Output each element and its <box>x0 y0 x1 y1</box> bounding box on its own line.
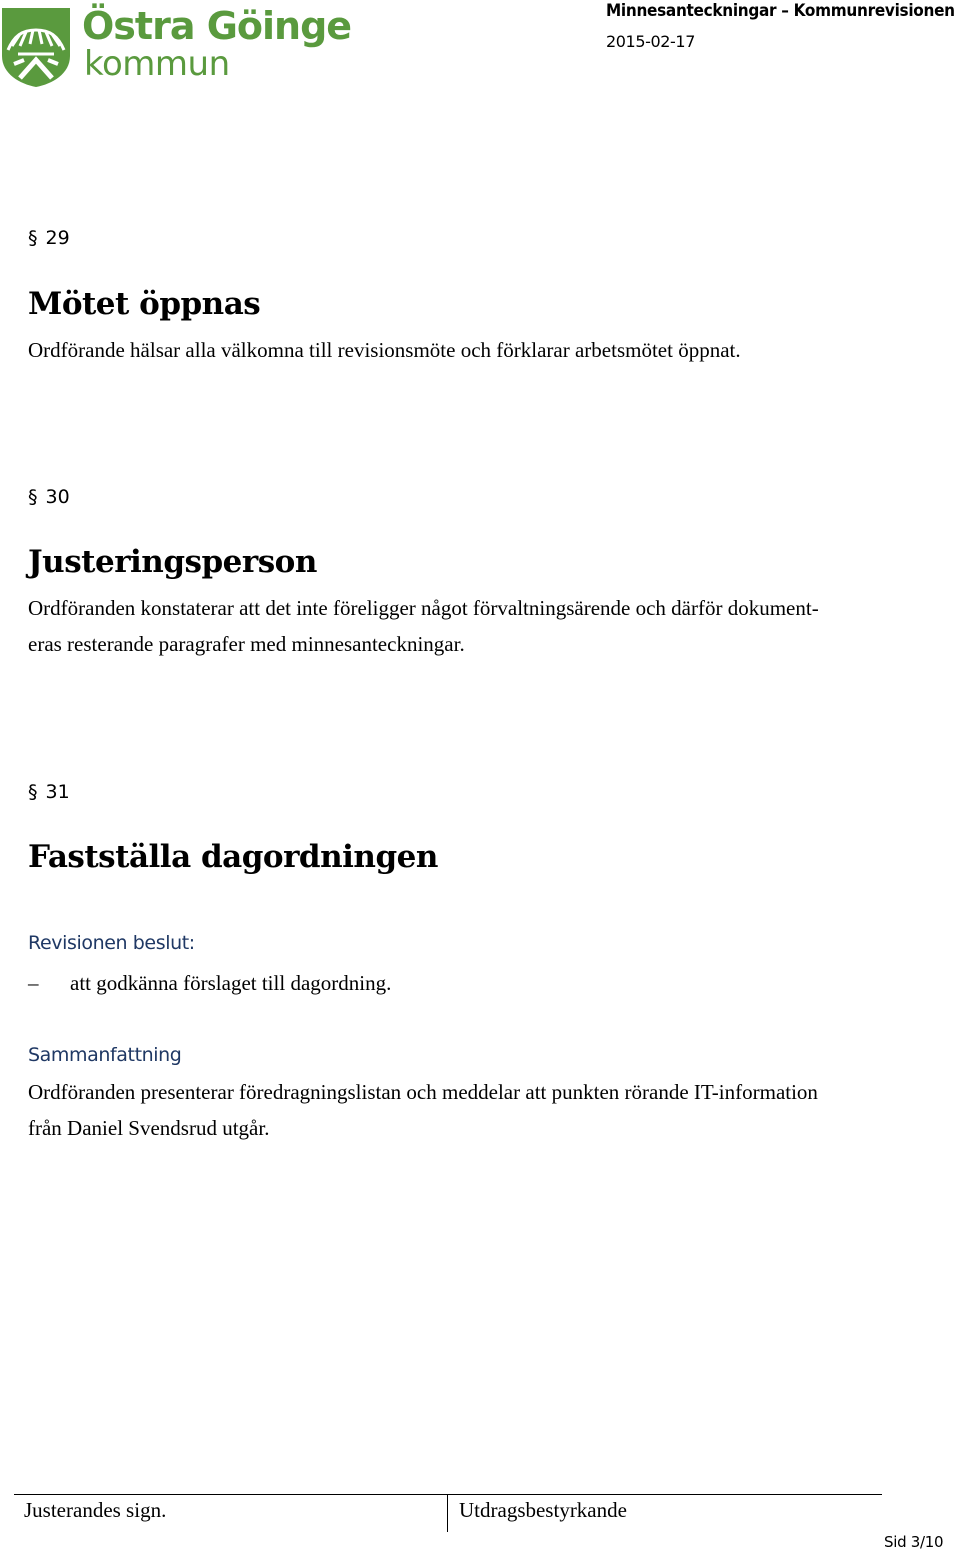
document-date: 2015-02-17 <box>606 32 695 51</box>
paragraph-number-value: 29 <box>45 227 70 249</box>
signature-field-label: Justerandes sign. <box>24 1498 167 1522</box>
section-text-line: eras resterande paragrafer med minnesanteckningar. <box>28 632 465 656</box>
decision-item <box>28 968 391 998</box>
footer-divider <box>447 1494 448 1532</box>
section-symbol: § <box>28 781 38 803</box>
section-symbol: § <box>28 227 38 249</box>
summary-text <box>28 1074 948 1146</box>
municipal-crest-icon <box>0 6 72 88</box>
page-number: Sid 3/10 <box>884 1533 944 1551</box>
section-symbol: § <box>28 486 38 508</box>
summary-label: Sammanfattning <box>28 1044 182 1066</box>
summary-text-line: från Daniel Svendsrud utgår. <box>28 1116 270 1140</box>
section-heading: Justeringsperson <box>28 544 317 580</box>
section-text-line: Ordföranden konstaterar att det inte föreligger något förvaltningsärende och därför dokument- <box>28 596 819 620</box>
certification-field-label: Utdragsbestyrkande <box>459 1498 627 1522</box>
decision-item-text: att godkänna förslaget till dagordning. <box>70 971 392 995</box>
dash-bullet: – <box>28 971 39 995</box>
summary-text-line: Ordföranden presenterar föredragningslistan och meddelar att punkten rörande IT-information <box>28 1080 818 1104</box>
paragraph-number-value: 30 <box>45 486 70 508</box>
decision-label: Revisionen beslut: <box>28 932 195 954</box>
logo-subtitle: kommun <box>84 44 230 84</box>
document-title: Minnesanteckningar – Kommunrevisionen <box>606 1 955 21</box>
paragraph-number <box>28 780 70 804</box>
section-text: Ordförande hälsar alla välkomna till revisionsmöte och förklarar arbetsmötet öppnat. <box>28 338 741 362</box>
logo-name: Östra Göinge <box>82 4 352 48</box>
paragraph-number <box>28 485 70 509</box>
paragraph-number <box>28 226 70 250</box>
paragraph-number-value: 31 <box>45 781 70 803</box>
section-heading: Mötet öppnas <box>28 286 261 322</box>
logo <box>0 2 352 90</box>
section-heading: Fastställa dagordningen <box>28 839 438 875</box>
section-text <box>28 590 948 662</box>
